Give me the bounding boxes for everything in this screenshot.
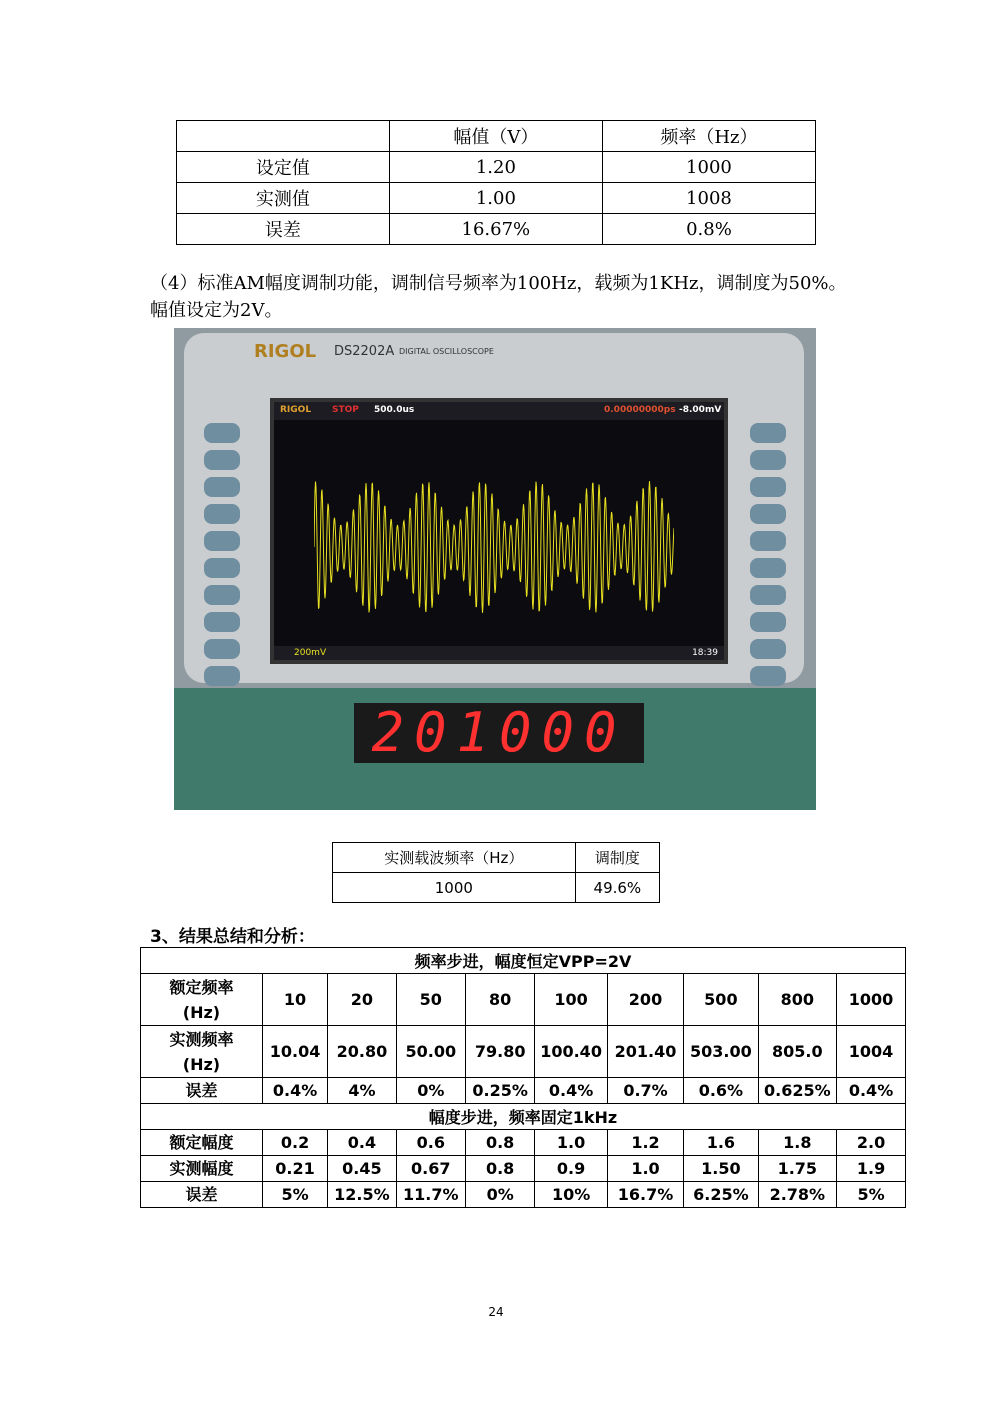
page-number: 24 xyxy=(488,1305,504,1319)
softkey-button xyxy=(204,612,240,632)
header-cell: 实测载波频率（Hz） xyxy=(333,843,576,873)
cell: 1.20 xyxy=(389,152,602,183)
cell: 1.8 xyxy=(758,1130,836,1156)
table-row xyxy=(141,974,906,1026)
amplitude-frequency-table xyxy=(176,120,816,245)
cell: 1000 xyxy=(837,974,906,1026)
cell: 50 xyxy=(396,974,465,1026)
cell: 0.45 xyxy=(328,1156,396,1182)
cell: 1.50 xyxy=(684,1156,758,1182)
model-subtitle: DIGITAL OSCILLOSCOPE xyxy=(399,347,494,356)
cell: 0.7% xyxy=(607,1078,683,1104)
cell: 1.0 xyxy=(535,1130,608,1156)
cell: 100.40 xyxy=(535,1026,608,1078)
cell: 6.25% xyxy=(684,1182,758,1208)
results-table xyxy=(140,947,906,1208)
cell: 20.80 xyxy=(328,1026,396,1078)
softkey-button xyxy=(750,612,786,632)
cell: 0% xyxy=(396,1078,465,1104)
oscilloscope-photo xyxy=(174,328,816,810)
cell: 200 xyxy=(607,974,683,1026)
cell: 频率（Hz） xyxy=(602,121,815,152)
cell: 100 xyxy=(535,974,608,1026)
screen-brand: RIGOL xyxy=(280,405,312,415)
softkey-button xyxy=(750,639,786,659)
softkey-button xyxy=(204,504,240,524)
table-row xyxy=(177,214,816,245)
modulation-table xyxy=(332,842,660,903)
softkey-button xyxy=(750,666,786,686)
table-row xyxy=(141,1078,906,1104)
delay: 0.00000000ps xyxy=(604,405,676,415)
trigger-level: -8.00mV xyxy=(679,405,722,415)
waveform-trace xyxy=(314,481,674,613)
softkey-button xyxy=(750,531,786,551)
cell: 0.25% xyxy=(465,1078,534,1104)
clock: 18:39 xyxy=(692,648,718,658)
cell: 805.0 xyxy=(758,1026,836,1078)
softkey-button xyxy=(750,423,786,443)
softkey-button xyxy=(750,558,786,578)
cell: 201.40 xyxy=(607,1026,683,1078)
softkey-button xyxy=(750,585,786,605)
table-row xyxy=(141,1130,906,1156)
cell: 0.67 xyxy=(396,1156,465,1182)
cell: 10% xyxy=(535,1182,608,1208)
softkey-button xyxy=(204,450,240,470)
softkey-button xyxy=(750,477,786,497)
cell: 10.04 xyxy=(262,1026,327,1078)
am-waveform xyxy=(314,462,674,632)
run-status: STOP xyxy=(332,405,359,415)
cell: 800 xyxy=(758,974,836,1026)
softkey-button xyxy=(204,639,240,659)
cell: 0.625% xyxy=(758,1078,836,1104)
cell: 0% xyxy=(465,1182,534,1208)
softkey-button xyxy=(204,531,240,551)
cell: 0.6 xyxy=(396,1130,465,1156)
cell: 11.7% xyxy=(396,1182,465,1208)
cell: 1008 xyxy=(602,183,815,214)
brand-logo: RIGOL xyxy=(254,341,317,362)
cell: 1004 xyxy=(837,1026,906,1078)
softkey-button xyxy=(750,450,786,470)
cell: 0.21 xyxy=(262,1156,327,1182)
model-label: DS2202A xyxy=(334,344,395,359)
softkey-button xyxy=(204,666,240,686)
cell: 79.80 xyxy=(465,1026,534,1078)
softkey-button xyxy=(750,504,786,524)
cell: 实测值 xyxy=(177,183,390,214)
softkey-button xyxy=(204,423,240,443)
row-header: 实测频率 (Hz) xyxy=(141,1026,263,1078)
cell: 0.4% xyxy=(837,1078,906,1104)
cell: 1000 xyxy=(333,873,576,903)
cell: 50.00 xyxy=(396,1026,465,1078)
softkey-button xyxy=(204,558,240,578)
cell: 16.7% xyxy=(607,1182,683,1208)
cell: 0.4% xyxy=(262,1078,327,1104)
cell xyxy=(177,121,390,152)
row-header: 额定幅度 xyxy=(141,1130,263,1156)
cell: 1.9 xyxy=(837,1156,906,1182)
cell: 5% xyxy=(837,1182,906,1208)
timebase: 500.0us xyxy=(374,405,415,415)
cell: 4% xyxy=(328,1078,396,1104)
row-header: 误差 xyxy=(141,1182,263,1208)
cell: 503.00 xyxy=(684,1026,758,1078)
cell: 10 xyxy=(262,974,327,1026)
row-header: 误差 xyxy=(141,1078,263,1104)
cell: 0.8% xyxy=(602,214,815,245)
cell: 1.0 xyxy=(607,1156,683,1182)
paragraph: （4）标准AM幅度调制功能，调制信号频率为100Hz，载频为1KHz，调制度为50%。幅值设定为2V。 xyxy=(150,273,847,321)
oscilloscope-screen xyxy=(270,398,728,664)
table-row xyxy=(177,121,816,152)
cell: 0.8 xyxy=(465,1130,534,1156)
cell: 5% xyxy=(262,1182,327,1208)
cell: 20 xyxy=(328,974,396,1026)
cell: 2.0 xyxy=(837,1130,906,1156)
row-header: 实测幅度 xyxy=(141,1156,263,1182)
table-row xyxy=(141,1182,906,1208)
softkey-button xyxy=(204,477,240,497)
cell: 1.00 xyxy=(389,183,602,214)
table-row xyxy=(177,183,816,214)
table-row xyxy=(177,152,816,183)
header-cell: 调制度 xyxy=(575,843,659,873)
cell: 80 xyxy=(465,974,534,1026)
cell: 0.4 xyxy=(328,1130,396,1156)
table-row xyxy=(141,1156,906,1182)
cell: 12.5% xyxy=(328,1182,396,1208)
section-title-cell: 频率步进，幅度恒定VPP=2V xyxy=(141,948,906,974)
section-title-cell: 幅度步进，频率固定1kHz xyxy=(141,1104,906,1130)
cell: 49.6% xyxy=(575,873,659,903)
seven-segment-display: 201000 xyxy=(354,703,644,763)
ch1-scale: 200mV xyxy=(294,648,327,658)
cell: 1.75 xyxy=(758,1156,836,1182)
row-header: 额定频率 (Hz) xyxy=(141,974,263,1026)
cell: 1.6 xyxy=(684,1130,758,1156)
section-heading: 3、结果总结和分析： xyxy=(150,927,315,947)
cell: 16.67% xyxy=(389,214,602,245)
cell: 0.9 xyxy=(535,1156,608,1182)
table-row xyxy=(141,1026,906,1078)
cell: 误差 xyxy=(177,214,390,245)
cell: 0.2 xyxy=(262,1130,327,1156)
softkey-button xyxy=(204,585,240,605)
cell: 幅值（V） xyxy=(389,121,602,152)
cell: 0.6% xyxy=(684,1078,758,1104)
cell: 1000 xyxy=(602,152,815,183)
cell: 1.2 xyxy=(607,1130,683,1156)
cell: 2.78% xyxy=(758,1182,836,1208)
cell: 0.8 xyxy=(465,1156,534,1182)
cell: 设定值 xyxy=(177,152,390,183)
cell: 500 xyxy=(684,974,758,1026)
cell: 0.4% xyxy=(535,1078,608,1104)
